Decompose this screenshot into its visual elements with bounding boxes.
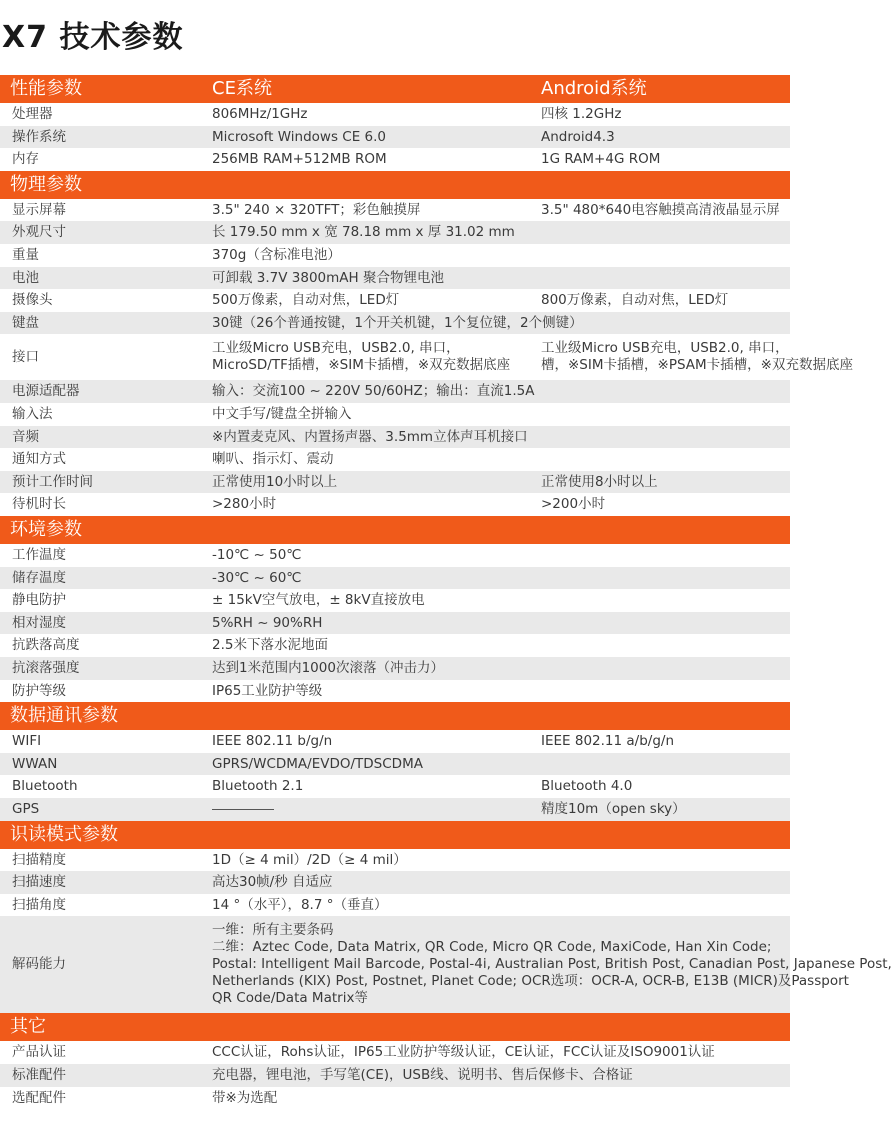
table-row [0, 199, 790, 222]
section-header [0, 75, 790, 103]
table-row [0, 334, 853, 380]
row-value-android [541, 340, 853, 374]
table-row [0, 403, 790, 426]
table-row [0, 493, 790, 516]
row-label: WIFI [12, 733, 42, 750]
table-row [0, 148, 790, 171]
row-value-ce: CCC认证，Rohs认证，IP65工业防护等级认证，CE认证，FCC认证及ISO9001认证 [212, 1044, 715, 1061]
row-value-ce: 370g（含标准电池） [212, 247, 341, 263]
table-row [0, 634, 790, 657]
row-label: 抗跌落高度 [12, 637, 80, 654]
table-row [0, 730, 790, 753]
row-value-android: Android4.3 [541, 128, 615, 145]
table-row [0, 657, 790, 680]
row-label: 工作温度 [12, 547, 66, 563]
row-value-ce: -30℃ ~ 60℃ [212, 569, 302, 586]
cell-line: QR Code/Data Matrix等 [212, 990, 368, 1007]
row-label: 电源适配器 [12, 383, 80, 400]
row-label: 摄像头 [12, 292, 53, 309]
column-header-android: Android系统 [541, 78, 647, 99]
table-row [0, 775, 790, 798]
cell-line: Postal: Intelligent Mail Barcode, Postal-4i, Australian Post, British Post, Canadian Post, Japanese Post, [212, 956, 892, 973]
cell-line: 工业级Micro USB充电，USB2.0, 串口， [541, 340, 789, 357]
row-label: 扫描角度 [12, 896, 66, 913]
row-label: 产品认证 [12, 1044, 66, 1061]
table-row [0, 1087, 790, 1110]
row-label: 通知方式 [12, 451, 66, 468]
row-value-ce: 1D（≥ 4 mil）/2D（≥ 4 mil） [212, 851, 407, 868]
row-value-android: IEEE 802.11 a/b/g/n [541, 733, 675, 750]
row-label: 预计工作时间 [12, 473, 93, 490]
row-value-android: 精度10m（open sky） [541, 801, 686, 817]
row-value-ce: 3.5" 240 × 320TFT；彩色触摸屏 [212, 201, 421, 218]
row-label: 操作系统 [12, 128, 66, 145]
table-row [0, 380, 790, 403]
table-row [0, 544, 790, 567]
table-row [0, 312, 790, 335]
row-label: 防护等级 [12, 682, 66, 699]
row-value-ce: 充电器，锂电池，手写笔(CE)，USB线、说明书、售后保修卡、合格证 [212, 1067, 633, 1083]
row-label: 显示屏幕 [12, 201, 66, 218]
row-label: 接口 [12, 349, 39, 366]
table-row [0, 103, 790, 126]
section-title: 物理参数 [10, 173, 82, 195]
row-label: 相对湿度 [12, 614, 66, 631]
row-label: 键盘 [12, 314, 39, 331]
row-value-ce: IP65工业防护等级 [212, 682, 323, 699]
row-value-ce: 5%RH ~ 90%RH [212, 614, 323, 631]
cell-line: Netherlands (KIX) Post, Postnet, Planet Code; OCR选项：OCR-A, OCR-B, E13B (MICR)及Passport [212, 973, 849, 990]
table-row [0, 426, 790, 449]
row-label: 处理器 [12, 106, 53, 122]
table-row [0, 1064, 790, 1087]
row-value-ce: 2.5米下落水泥地面 [212, 637, 328, 654]
row-value-ce: GPRS/WCDMA/EVDO/TDSCDMA [212, 755, 423, 772]
section-header [0, 516, 790, 544]
section-title: 性能参数 [10, 78, 82, 99]
table-row [0, 126, 790, 149]
row-value-android: >200小时 [541, 496, 606, 513]
row-label: 储存温度 [12, 569, 66, 586]
row-label: 扫描精度 [12, 851, 66, 868]
row-value-ce [212, 798, 274, 821]
section-header [0, 1013, 790, 1041]
table-row [0, 448, 790, 471]
table-row [0, 267, 790, 290]
row-value-ce: 达到1米范围内1000次滚落（冲击力） [212, 660, 444, 676]
row-value-ce: Microsoft Windows CE 6.0 [212, 128, 386, 145]
table-row [0, 916, 892, 1013]
row-value-ce: ※内置麦克风、内置扬声器、3.5mm立体声耳机接口 [212, 428, 528, 445]
table-row [0, 798, 790, 821]
row-label: 待机时长 [12, 496, 66, 513]
section-title: 数据通讯参数 [10, 705, 118, 727]
section-title: 其它 [10, 1016, 46, 1038]
table-row [0, 471, 790, 494]
row-value-ce: IEEE 802.11 b/g/n [212, 733, 333, 750]
table-row [0, 871, 790, 894]
row-value-ce: ± 15kV空气放电，± 8kV直接放电 [212, 592, 425, 609]
dash-line [212, 809, 274, 810]
row-value-ce [212, 340, 510, 374]
row-label: 扫描速度 [12, 874, 66, 891]
section-header [0, 702, 790, 730]
row-value-ce: 256MB RAM+512MB ROM [212, 151, 387, 168]
section-header [0, 171, 790, 199]
cell-line: 工业级Micro USB充电，USB2.0, 串口， [212, 340, 460, 357]
row-label: 电池 [12, 269, 39, 286]
cell-line: MicroSD/TF插槽，※SIM卡插槽，※双充数据底座 [212, 357, 511, 374]
table-row [0, 849, 790, 872]
row-value-ce: 高达30帧/秒 自适应 [212, 874, 333, 891]
row-value [212, 922, 892, 1007]
table-row [0, 894, 790, 917]
row-label: Bluetooth [12, 778, 78, 795]
row-label: 标准配件 [12, 1067, 66, 1083]
row-value-ce: 500万像素，自动对焦，LED灯 [212, 292, 400, 309]
row-label: 外观尺寸 [12, 224, 66, 241]
row-label: 重量 [12, 247, 39, 263]
section-header [0, 821, 790, 849]
row-value-android: 四核 1.2GHz [541, 106, 622, 122]
row-value-android: 3.5" 480*640电容触摸高清液晶显示屏 [541, 201, 780, 218]
row-value-ce: 14 °（水平），8.7 °（垂直） [212, 896, 388, 913]
row-value-ce: 中文手写/键盘全拼输入 [212, 406, 352, 422]
row-label: 选配配件 [12, 1089, 66, 1106]
row-label: 抗滚落强度 [12, 660, 80, 676]
row-value-android: 正常使用8小时以上 [541, 473, 658, 490]
row-value-ce: >280小时 [212, 496, 277, 513]
row-label: 内存 [12, 151, 39, 168]
row-value-android: 800万像素，自动对焦，LED灯 [541, 292, 729, 309]
table-row [0, 244, 790, 267]
row-label: 音频 [12, 428, 39, 445]
table-row [0, 612, 790, 635]
row-value-ce: 输入：交流100 ~ 220V 50/60HZ；输出：直流1.5A [212, 383, 535, 400]
row-value-ce: 30键（26个普通按键，1个开关机键，1个复位键，2个侧键） [212, 314, 583, 331]
table-row [0, 753, 790, 776]
table-row [0, 1041, 790, 1064]
row-value-ce: 带※为选配 [212, 1089, 278, 1106]
row-value-ce: 喇叭、指示灯、震动 [212, 451, 334, 468]
row-label: 解码能力 [12, 956, 66, 973]
row-value-ce: -10℃ ~ 50℃ [212, 547, 302, 563]
section-title: 识读模式参数 [10, 823, 118, 845]
cell-line: 二维：Aztec Code, Data Matrix, QR Code, Micro QR Code, MaxiCode, Han Xin Code; [212, 939, 772, 956]
column-header-ce: CE系统 [212, 78, 272, 99]
cell-line: 一维：所有主要条码 [212, 922, 334, 939]
page-title: X7 技术参数 [2, 20, 184, 55]
row-label: WWAN [12, 755, 58, 772]
row-value-ce: Bluetooth 2.1 [212, 778, 304, 795]
row-value-android: 1G RAM+4G ROM [541, 151, 661, 168]
row-label: GPS [12, 801, 40, 817]
table-row [0, 221, 790, 244]
row-value-ce: 正常使用10小时以上 [212, 473, 338, 490]
row-label: 输入法 [12, 406, 53, 422]
table-row [0, 567, 790, 590]
section-title: 环境参数 [10, 519, 82, 540]
table-row [0, 289, 790, 312]
row-value-ce: 可卸载 3.7V 3800mAH 聚合物锂电池 [212, 269, 444, 286]
row-value-ce: 长 179.50 mm x 宽 78.18 mm x 厚 31.02 mm [212, 224, 515, 241]
cell-line: 槽，※SIM卡插槽，※PSAM卡插槽，※双充数据底座 [541, 357, 853, 374]
row-value-android: Bluetooth 4.0 [541, 778, 633, 795]
row-value-ce: 806MHz/1GHz [212, 106, 308, 122]
table-row [0, 589, 790, 612]
table-row [0, 680, 790, 703]
row-label: 静电防护 [12, 592, 66, 609]
